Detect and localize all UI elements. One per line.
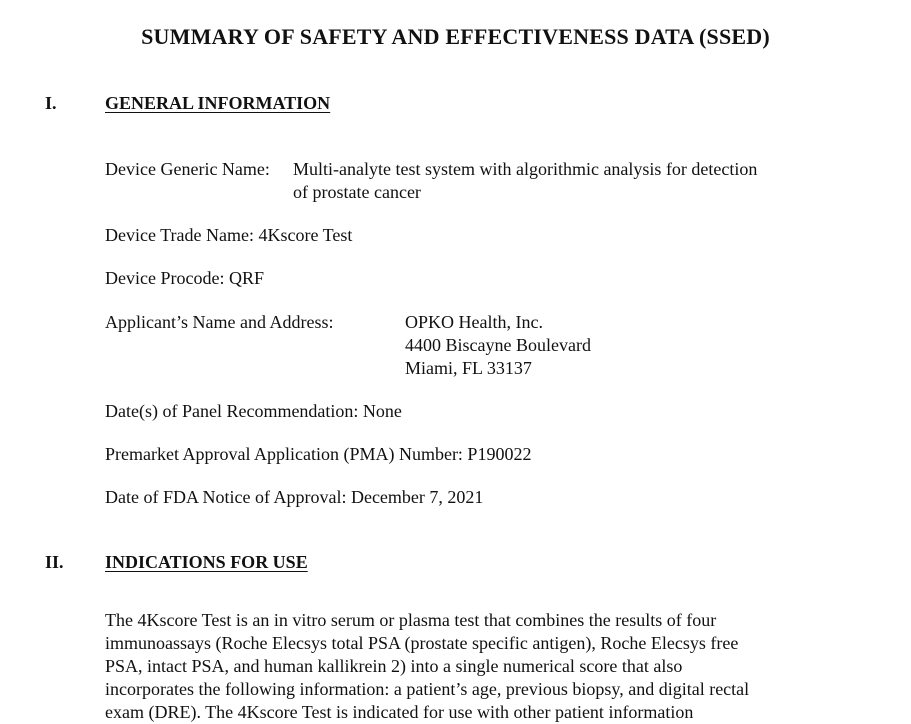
section-2-numeral: II. xyxy=(45,552,64,572)
indications-line-2: immunoassays (Roche Elecsys total PSA (prostate specific antigen), Roche Elecsys free xyxy=(105,633,739,653)
generic-name-label: Device Generic Name: xyxy=(105,159,270,179)
section-1-heading: GENERAL INFORMATION xyxy=(105,93,331,113)
applicant-address-line1: OPKO Health, Inc. xyxy=(405,312,543,332)
section-2-heading: INDICATIONS FOR USE xyxy=(105,552,308,572)
trade-name: Device Trade Name: 4Kscore Test xyxy=(105,225,353,245)
device-procode: Device Procode: QRF xyxy=(105,268,264,288)
pma-number: Premarket Approval Application (PMA) Number: P190022 xyxy=(105,444,532,464)
indications-line-1: The 4Kscore Test is an in vitro serum or plasma test that combines the results of four xyxy=(105,610,717,630)
indications-line-3: PSA, intact PSA, and human kallikrein 2) into a single numerical score that also xyxy=(105,656,683,676)
applicant-label: Applicant’s Name and Address: xyxy=(105,312,334,332)
section-1-numeral: I. xyxy=(45,93,57,113)
applicant-address-line3: Miami, FL 33137 xyxy=(405,358,532,378)
generic-name-value-line2: of prostate cancer xyxy=(293,182,421,202)
indications-line-5: exam (DRE). The 4Kscore Test is indicated for use with other patient information xyxy=(105,702,694,722)
approval-date: Date of FDA Notice of Approval: December 7, 2021 xyxy=(105,487,484,507)
applicant-address-line2: 4400 Biscayne Boulevard xyxy=(405,335,591,355)
document-title: SUMMARY OF SAFETY AND EFFECTIVENESS DATA (SSED) xyxy=(141,24,770,49)
panel-recommendation-date: Date(s) of Panel Recommendation: None xyxy=(105,401,402,421)
generic-name-value-line1: Multi-analyte test system with algorithmic analysis for detection xyxy=(293,159,758,179)
indications-line-4: incorporates the following information: a patient’s age, previous biopsy, and digital rectal xyxy=(105,679,750,699)
